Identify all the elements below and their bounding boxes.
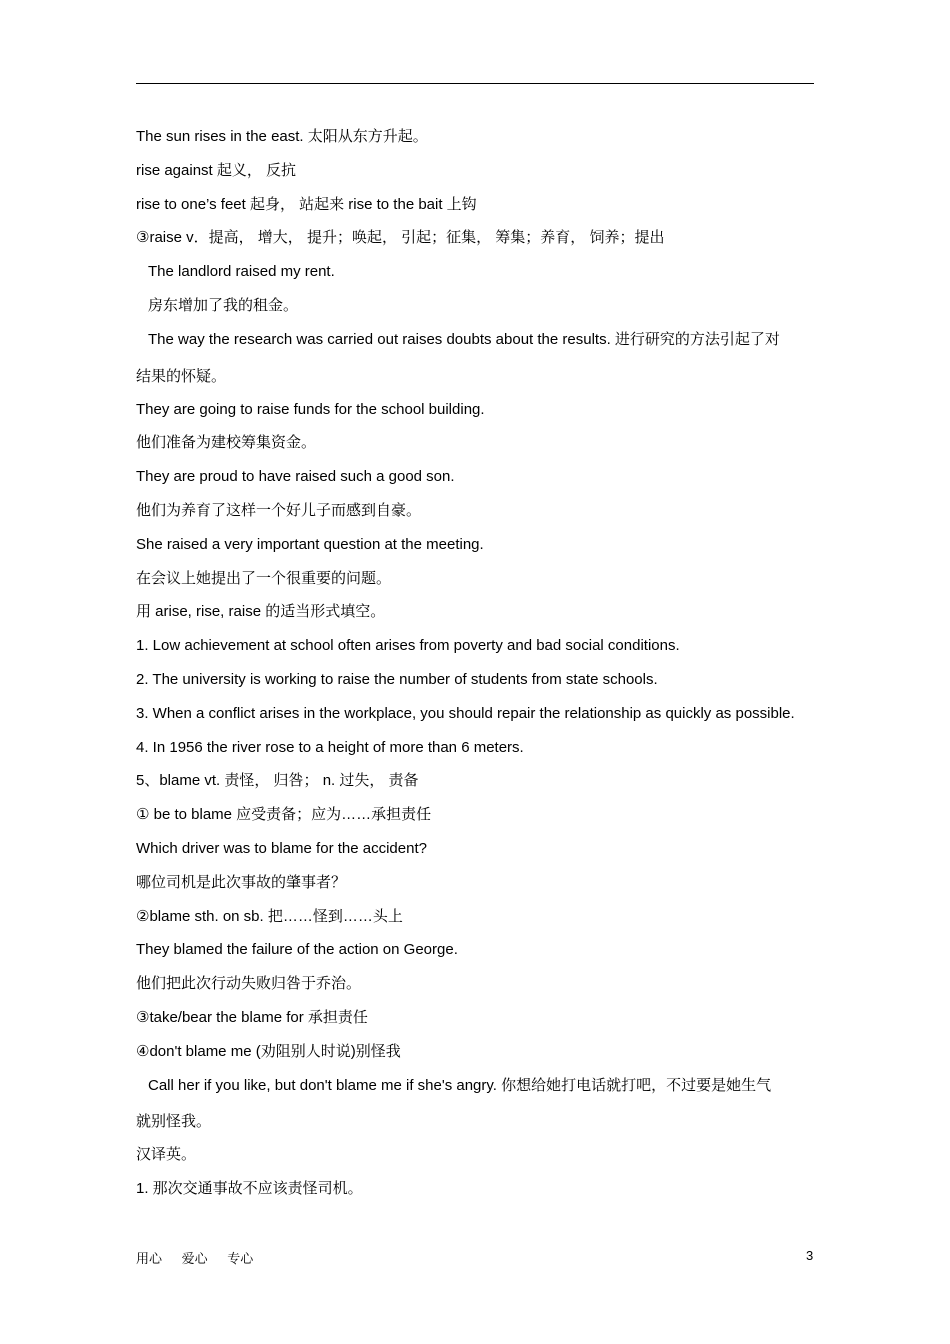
- text-line: ②blame sth. on sb. 把……怪到……头上: [136, 907, 403, 925]
- text-line: 哪位司机是此次事故的肇事者？: [136, 873, 347, 891]
- text-line: 结果的怀疑。: [136, 367, 227, 385]
- text-line: 用 arise, rise, raise 的适当形式填空。: [136, 603, 386, 621]
- footer-motto-word: 爱心: [181, 1251, 208, 1266]
- text-line: 他们为养育了这样一个好儿子而感到自豪。: [136, 501, 422, 519]
- text-line: 在会议上她提出了一个很重要的问题。: [136, 569, 392, 587]
- footer-motto-word: 专心: [227, 1251, 254, 1266]
- page-number: 3: [806, 1248, 814, 1263]
- header-rule: [136, 83, 814, 84]
- text-line: They are going to raise funds for the school building.: [136, 400, 485, 418]
- text-line: 汉译英。: [136, 1146, 197, 1164]
- text-line: 他们把此次行动失败归咎于乔治。: [136, 975, 362, 993]
- text-line: rise to one’s feet 起身， 站起来 rise to the bait 上钩: [136, 195, 477, 213]
- text-line: 房东增加了我的租金。: [148, 296, 299, 314]
- text-line: Call her if you like, but don't blame me if she's angry. 你想给她打电话就打吧，不过要是她生气: [148, 1076, 772, 1094]
- footer-motto-word: 用心: [136, 1251, 163, 1266]
- text-line: She raised a very important question at the meeting.: [136, 535, 484, 553]
- text-line: 3. When a conflict arises in the workplace, you should repair the relationship as quickly as possible.: [136, 704, 795, 722]
- text-line: 就别怪我。: [136, 1113, 212, 1131]
- text-line: They are proud to have raised such a good son.: [136, 468, 455, 486]
- text-line: They blamed the failure of the action on George.: [136, 941, 458, 959]
- text-line: 2. The university is working to raise the number of students from state schools.: [136, 670, 658, 688]
- text-line: ③take/bear the blame for 承担责任: [136, 1008, 368, 1026]
- text-line: 1. 那次交通事故不应该责怪司机。: [136, 1180, 363, 1198]
- text-line: Which driver was to blame for the accident?: [136, 839, 427, 857]
- text-line: ③raise v．提高， 增大， 提升；唤起， 引起；征集， 筹集；养育， 饲养；提出: [136, 229, 665, 247]
- text-line: rise against 起义， 反抗: [136, 161, 297, 179]
- text-line: 1. Low achievement at school often arises from poverty and bad social conditions.: [136, 637, 680, 655]
- text-line: ① be to blame 应受责备；应为……承担责任: [136, 806, 432, 824]
- text-line: ④don't blame me (劝阻别人时说)别怪我: [136, 1042, 401, 1060]
- text-line: The way the research was carried out raises doubts about the results. 进行研究的方法引起了对: [148, 330, 780, 348]
- text-line: The sun rises in the east. 太阳从东方升起。: [136, 128, 428, 145]
- text-line: 4. In 1956 the river rose to a height of more than 6 meters.: [136, 738, 524, 756]
- text-line: 5、blame vt. 责怪， 归咎； n. 过失， 责备: [136, 772, 419, 790]
- text-line: The landlord raised my rent.: [148, 263, 335, 281]
- document-body: [136, 120, 816, 1206]
- footer-motto: [136, 1248, 269, 1267]
- text-line: 他们准备为建校筹集资金。: [136, 434, 317, 452]
